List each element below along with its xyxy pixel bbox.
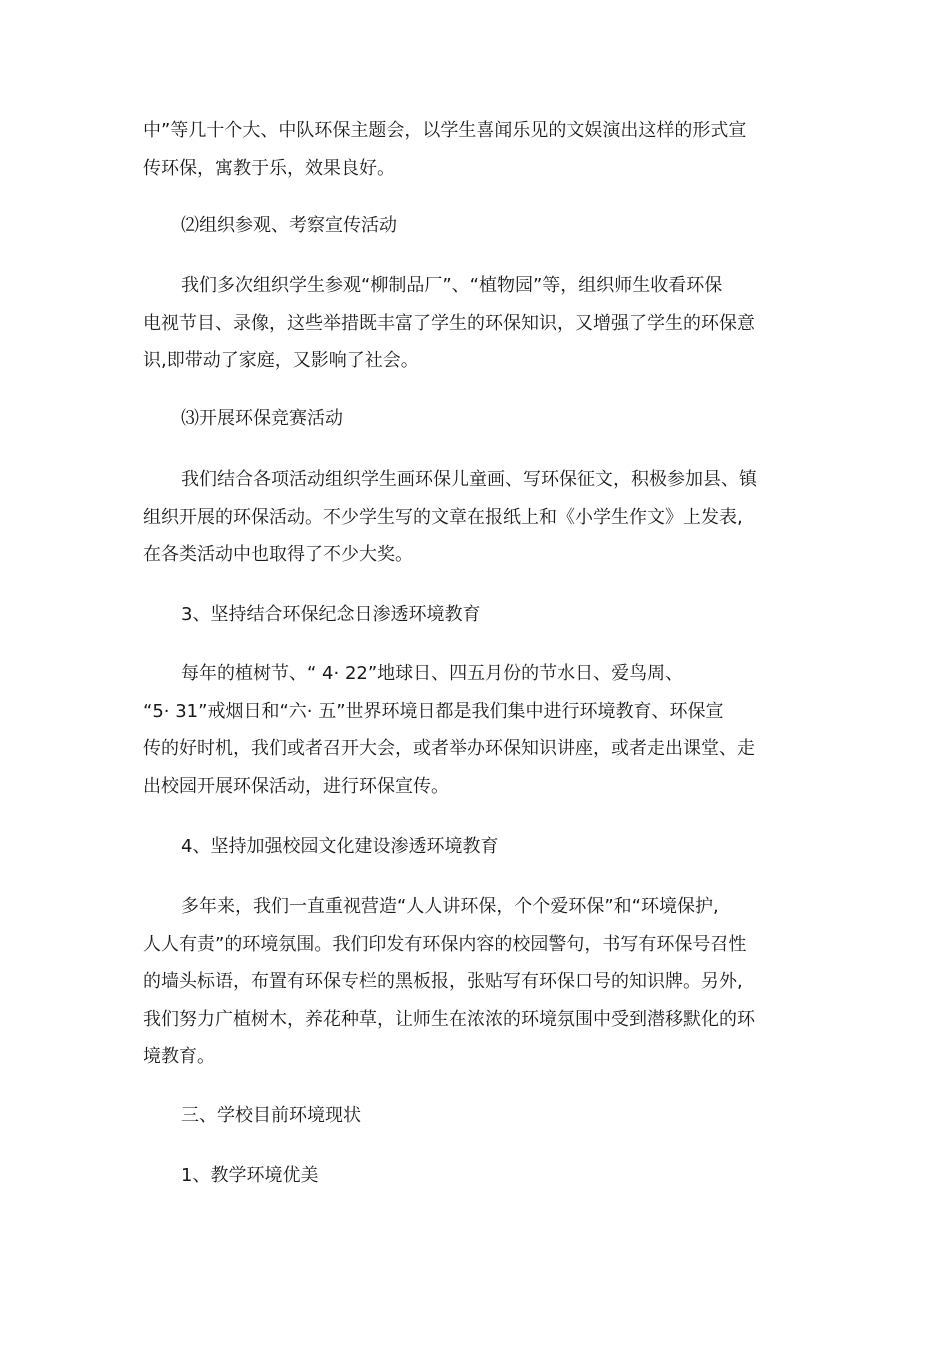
text-line: 4、坚持加强校园文化建设渗透环境教育 [181,836,499,857]
section-heading-current-environment [143,1097,773,1135]
subheading-teaching-environment [143,1157,773,1195]
paragraph-campus-culture [143,888,773,1076]
text-line: 在各类活动中也取得了不少大奖。 [143,544,413,565]
text-line: 3、坚持结合环保纪念日渗透环境教育 [181,604,481,625]
paragraph-visit-activities [143,267,773,380]
paragraph-contest-activities [143,461,773,574]
text-line: 每年的植树节、“ 4· 22”地球日、四五月份的节水日、爱鸟周、 [181,663,684,684]
subheading-contest-activities [143,400,773,438]
paragraph-commemoration-days [143,655,773,805]
text-line: 电视节目、录像，这些举措既丰富了学生的环保知识，又增强了学生的环保意 [143,312,755,334]
text-line: 三、学校目前环境现状 [181,1105,361,1126]
subheading-visit-activities [143,207,773,245]
heading-commemoration-days [143,596,773,634]
text-line: 我们结合各项活动组织学生画环保儿童画、写环保征文，积极参加县、镇 [181,469,757,490]
heading-campus-culture [143,828,773,866]
text-line: 出校园开展环保活动，进行环保宣传。 [143,775,449,797]
text-line: 的墙头标语，布置有环保专栏的黑板报，张贴写有环保口号的知识牌。另外, [143,971,743,992]
text-line: 识,即带动了家庭，又影响了社会。 [143,350,419,371]
text-line: ⑶开展环保竞赛活动 [181,408,343,429]
text-line: 境教育。 [143,1046,215,1067]
text-line: 组织开展的环保活动。不少学生写的文章在报纸上和《小学生作文》上发表, [143,506,743,528]
text-line: 我们多次组织学生参观“柳制品厂”、“植物园”等，组织师生收看环保 [181,275,723,296]
text-line: 我们努力广植树木，养花种草，让师生在浓浓的环境氛围中受到潜移默化的环 [143,1008,755,1030]
text-line: 人人有责”的环境氛围。我们印发有环保内容的校园警句，书写有环保号召性 [143,933,747,955]
text-line: 传环保，寓教于乐，效果良好。 [143,157,395,179]
text-line: 1、教学环境优美 [181,1165,319,1186]
text-line: 传的好时机，我们或者召开大会，或者举办环保知识讲座，或者走出课堂、走 [143,738,755,759]
text-line: “5· 31”戒烟日和“六· 五”世界环境日都是我们集中进行环境教育、环保宣 [143,700,724,722]
text-line: ⑵组织参观、考察宣传活动 [181,215,397,236]
text-line: 中”等几十个大、中队环保主题会，以学生喜闻乐见的文娱演出这样的形式宣 [143,120,747,141]
paragraph-theme-meetings [143,112,773,187]
text-line: 多年来，我们一直重视营造“人人讲环保，个个爱环保”和“环境保护, [181,896,719,917]
